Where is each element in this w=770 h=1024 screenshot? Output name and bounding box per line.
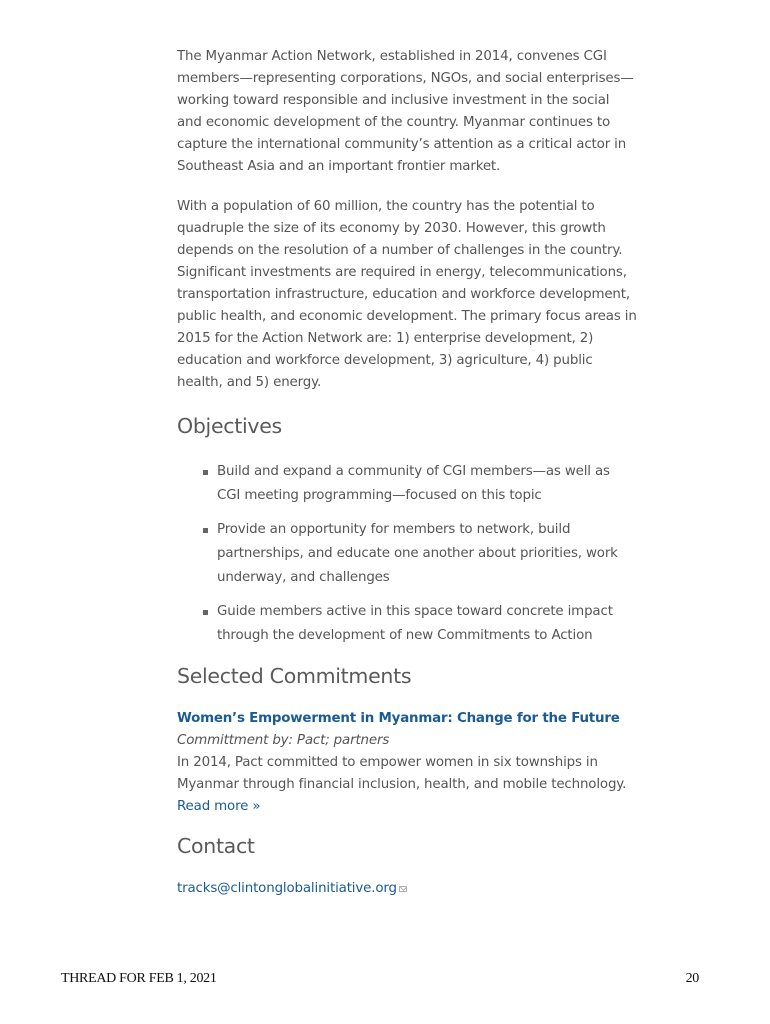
objective-item <box>217 518 637 590</box>
square-bullet-icon <box>203 528 208 533</box>
commitment-description: In 2014, Pact committed to empower women in six townships in Myanmar through financial inclusion, health, and mobile technology. <box>177 755 627 792</box>
intro-paragraph-2: With a population of 60 million, the country has the potential to quadruple the size of its economy by 2030. However, this growth depends on the resolution of a number of challenges in the country. Significant investments are required in energy, telecommunications, transportation infrastructure, education and workforce development, public health, and economic development. The primary focus areas in 2015 for the Action Network are: 1) enterprise development, 2) education and workforce development, 3) agriculture, 4) public health, and 5) energy. <box>177 199 637 390</box>
contact-email-row <box>177 878 637 900</box>
intro-paragraph-1: The Myanmar Action Network, established in 2014, convenes CGI members—representing corporations, NGOs, and social enterprises—working toward responsible and inclusive investment in the social and economic development of the country. Myanmar continues to capture the international community’s attention as a critical actor in Southeast Asia and an important frontier market. <box>177 49 634 174</box>
contact-email-link[interactable]: tracks@clintonglobalinitiative.org <box>177 881 397 896</box>
objective-text: Build and expand a community of CGI members—as well as CGI meeting programming—focused on this topic <box>217 464 610 503</box>
selected-commitments-heading: Selected Commitments <box>177 664 412 688</box>
square-bullet-icon <box>203 610 208 615</box>
article-content <box>177 46 637 900</box>
commitment-title-link[interactable]: Women’s Empowerment in Myanmar: Change for the Future <box>177 711 620 726</box>
objective-item <box>217 600 637 648</box>
objective-text: Guide members active in this space toward concrete impact through the development of new Commitments to Action <box>217 604 613 643</box>
mail-icon <box>399 886 407 892</box>
footer-page-number: 20 <box>685 971 699 986</box>
commitment-by: Committment by: Pact; partners <box>177 733 390 748</box>
objective-item <box>217 460 637 508</box>
objectives-list <box>177 460 637 648</box>
commitment-item <box>177 708 637 818</box>
objectives-heading: Objectives <box>177 414 282 438</box>
objective-text: Provide an opportunity for members to network, build partnerships, and educate one another about priorities, work underway, and challenges <box>217 522 618 585</box>
read-more-link[interactable]: Read more » <box>177 799 261 814</box>
contact-heading: Contact <box>177 834 255 858</box>
square-bullet-icon <box>203 470 208 475</box>
footer-thread-label: THREAD FOR FEB 1, 2021 <box>61 971 217 986</box>
